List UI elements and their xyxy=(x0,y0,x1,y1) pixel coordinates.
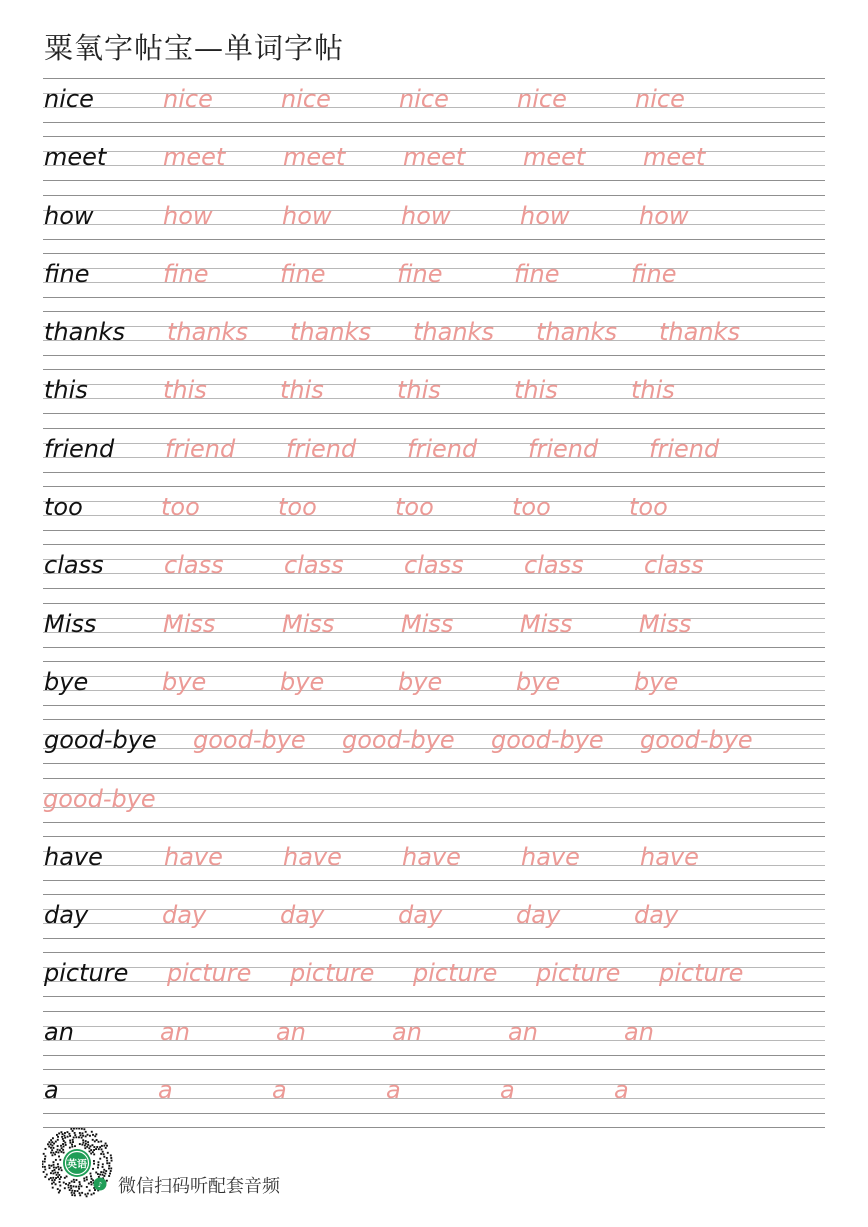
guide-line xyxy=(43,894,825,895)
model-word: good-bye xyxy=(44,726,157,755)
trace-word: meet xyxy=(403,143,466,172)
trace-word: nice xyxy=(635,85,685,113)
guide-line xyxy=(43,355,825,356)
trace-word: this xyxy=(280,376,324,405)
trace-word: too xyxy=(395,493,434,522)
trace-word: an xyxy=(276,1017,306,1046)
trace-word: how xyxy=(520,201,570,230)
guide-line xyxy=(43,428,825,429)
trace-word: Miss xyxy=(163,609,216,638)
trace-word: friend xyxy=(286,434,357,463)
trace-word: have xyxy=(640,842,699,871)
trace-word: day xyxy=(634,901,679,930)
model-word: day xyxy=(44,901,89,930)
guide-line xyxy=(43,763,825,764)
model-word: too xyxy=(44,493,83,522)
practice-row xyxy=(43,894,825,952)
model-word: bye xyxy=(44,667,89,696)
guide-line xyxy=(43,588,825,589)
guide-line xyxy=(43,719,825,720)
guide-line xyxy=(43,822,825,823)
trace-word: too xyxy=(278,493,317,522)
trace-word: an xyxy=(160,1017,190,1046)
trace-word: how xyxy=(163,201,213,230)
guide-line xyxy=(43,78,825,79)
practice-row xyxy=(43,486,825,544)
trace-word: friend xyxy=(528,434,599,463)
trace-word: have xyxy=(521,842,580,871)
trace-word: class xyxy=(524,551,584,580)
practice-row xyxy=(43,1069,825,1127)
trace-word: class xyxy=(284,551,344,580)
model-word: meet xyxy=(44,143,107,172)
guide-line xyxy=(43,938,825,939)
qr-caption: 微信扫码听配套音频 xyxy=(118,1176,280,1197)
trace-word: friend xyxy=(165,434,236,463)
model-word: class xyxy=(44,551,104,580)
guide-line xyxy=(43,180,825,181)
trace-word: thanks xyxy=(413,318,494,347)
trace-word: thanks xyxy=(167,318,248,347)
trace-word: Miss xyxy=(520,609,573,638)
practice-row xyxy=(43,719,825,777)
model-word: this xyxy=(44,376,88,405)
practice-row xyxy=(43,661,825,719)
guide-line xyxy=(43,1069,825,1070)
trace-word: nice xyxy=(163,85,213,113)
guide-line xyxy=(43,793,825,794)
trace-word: nice xyxy=(281,85,331,113)
qr-badge-label: 英语 xyxy=(67,1159,87,1171)
guide-line xyxy=(43,1011,825,1012)
trace-word: picture xyxy=(659,959,744,988)
model-word: friend xyxy=(44,434,115,463)
trace-word: thanks xyxy=(659,318,740,347)
trace-word: have xyxy=(164,842,223,871)
guide-line xyxy=(43,530,825,531)
model-word: fine xyxy=(44,259,90,288)
trace-word: have xyxy=(402,842,461,871)
trace-word: too xyxy=(629,493,668,522)
trace-word: day xyxy=(162,901,207,930)
model-word: nice xyxy=(44,85,94,113)
practice-row xyxy=(43,428,825,486)
trace-word: meet xyxy=(643,143,706,172)
practice-row xyxy=(43,952,825,1010)
trace-word: thanks xyxy=(290,318,371,347)
footer xyxy=(42,1128,342,1198)
guide-line xyxy=(43,472,825,473)
guide-line xyxy=(43,952,825,953)
guide-line xyxy=(43,880,825,881)
trace-word: day xyxy=(280,901,325,930)
guide-line xyxy=(43,647,825,648)
practice-sheet xyxy=(43,78,825,1128)
trace-word: meet xyxy=(283,143,346,172)
trace-word: how xyxy=(401,201,451,230)
guide-line xyxy=(43,661,825,662)
guide-line xyxy=(43,996,825,997)
trace-word: how xyxy=(282,201,332,230)
trace-word: a xyxy=(500,1076,515,1105)
trace-word: this xyxy=(631,376,675,405)
trace-word: class xyxy=(644,551,704,580)
trace-word: fine xyxy=(280,259,326,288)
trace-word: this xyxy=(514,376,558,405)
trace-word: nice xyxy=(517,85,567,113)
model-word: how xyxy=(44,201,94,230)
model-word: Miss xyxy=(44,609,97,638)
trace-word: fine xyxy=(631,259,677,288)
trace-word: class xyxy=(404,551,464,580)
trace-word: day xyxy=(516,901,561,930)
trace-word: bye xyxy=(516,667,561,696)
trace-word: picture xyxy=(413,959,498,988)
guide-line xyxy=(43,297,825,298)
guide-line xyxy=(43,239,825,240)
trace-word: good-bye xyxy=(342,726,455,755)
trace-word: Miss xyxy=(639,609,692,638)
page-title: 粟氧字帖宝—单词字帖 xyxy=(44,31,345,65)
qr-code-icon[interactable] xyxy=(42,1128,114,1200)
trace-word: day xyxy=(398,901,443,930)
guide-line xyxy=(43,603,825,604)
guide-line xyxy=(43,778,825,779)
guide-line xyxy=(43,807,825,808)
practice-row xyxy=(43,369,825,427)
trace-word: bye xyxy=(280,667,325,696)
guide-line xyxy=(43,136,825,137)
trace-word: good-bye xyxy=(491,726,604,755)
trace-word: too xyxy=(512,493,551,522)
trace-word: how xyxy=(639,201,689,230)
guide-line xyxy=(43,836,825,837)
practice-row xyxy=(43,136,825,194)
guide-line xyxy=(43,253,825,254)
trace-word: meet xyxy=(163,143,226,172)
trace-word: picture xyxy=(290,959,375,988)
trace-word: this xyxy=(397,376,441,405)
guide-line xyxy=(43,369,825,370)
trace-word: a xyxy=(158,1076,173,1105)
guide-line xyxy=(43,1055,825,1056)
trace-word: an xyxy=(392,1017,422,1046)
practice-row xyxy=(43,195,825,253)
trace-word: this xyxy=(163,376,207,405)
trace-word: an xyxy=(508,1017,538,1046)
model-word: an xyxy=(44,1017,74,1046)
guide-line xyxy=(43,195,825,196)
trace-word: fine xyxy=(514,259,560,288)
trace-word: good-bye xyxy=(640,726,753,755)
trace-word: thanks xyxy=(536,318,617,347)
guide-line xyxy=(43,544,825,545)
guide-line xyxy=(43,311,825,312)
trace-word: friend xyxy=(407,434,478,463)
trace-word: bye xyxy=(634,667,679,696)
trace-word: bye xyxy=(162,667,207,696)
practice-row xyxy=(43,603,825,661)
trace-word: Miss xyxy=(282,609,335,638)
guide-line xyxy=(43,122,825,123)
practice-row xyxy=(43,836,825,894)
practice-row xyxy=(43,78,825,136)
trace-word: a xyxy=(386,1076,401,1105)
guide-line xyxy=(43,413,825,414)
guide-line xyxy=(43,705,825,706)
guide-line xyxy=(43,1113,825,1114)
guide-line xyxy=(43,486,825,487)
trace-word: fine xyxy=(163,259,209,288)
svg-text:♪: ♪ xyxy=(97,1181,103,1189)
trace-word: meet xyxy=(523,143,586,172)
trace-word: fine xyxy=(397,259,443,288)
trace-word: friend xyxy=(649,434,720,463)
model-word: thanks xyxy=(44,318,125,347)
trace-word: picture xyxy=(536,959,621,988)
trace-word: a xyxy=(272,1076,287,1105)
trace-word: Miss xyxy=(401,609,454,638)
practice-row xyxy=(43,778,825,836)
trace-word: nice xyxy=(399,85,449,113)
model-word: a xyxy=(44,1076,59,1105)
practice-row xyxy=(43,1011,825,1069)
trace-word: good-bye xyxy=(193,726,306,755)
model-word: picture xyxy=(44,959,129,988)
practice-row xyxy=(43,253,825,311)
trace-word: bye xyxy=(398,667,443,696)
trace-word: too xyxy=(161,493,200,522)
trace-word: class xyxy=(164,551,224,580)
model-word: have xyxy=(44,842,103,871)
trace-word: have xyxy=(283,842,342,871)
trace-word: a xyxy=(614,1076,629,1105)
trace-word: good-bye xyxy=(43,784,156,813)
practice-row xyxy=(43,311,825,369)
trace-word: an xyxy=(624,1017,654,1046)
practice-row xyxy=(43,544,825,602)
trace-word: picture xyxy=(167,959,252,988)
